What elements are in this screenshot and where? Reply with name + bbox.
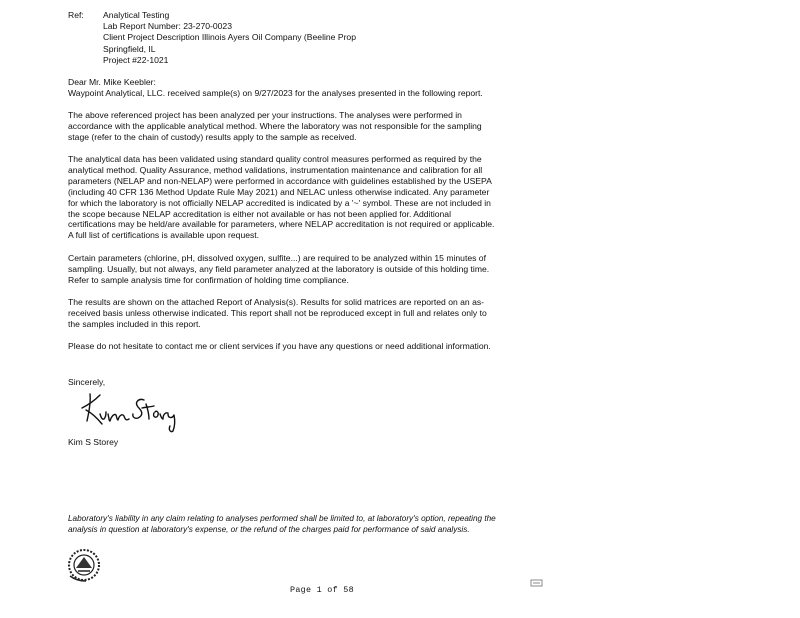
paragraph-validation [68, 154, 558, 241]
ref-line: Client Project Description Illinois Ayers Oil Company (Beeline Prop [103, 32, 356, 43]
signatory-block [68, 437, 558, 448]
paragraph-line: A full list of certifications is available upon request. [68, 230, 260, 241]
paragraph-holding-time [68, 253, 558, 286]
ref-line: Project #22-1021 [103, 54, 169, 65]
page-number: Page 1 of 58 [290, 585, 354, 595]
signatory-name: Kim S Storey [68, 437, 119, 447]
footer-line: analysis in question at laboratory's expense, or the refund of the charges paid for performance of said analysis. [68, 524, 470, 534]
ref-line: Lab Report Number: 23-270-0023 [103, 21, 232, 32]
paragraph-line: stage (refer to the chain of custody) results apply to the sample as received. [68, 131, 357, 142]
ref-line: Analytical Testing [103, 10, 170, 20]
footer-line: Laboratory's liability in any claim relating to analyses performed shall be limited to, at laboratory's option, repeating the [68, 514, 496, 523]
paragraph-line: The above referenced project has been analyzed per your instructions. The analyses were performed in [68, 110, 462, 120]
paragraph-line: The analytical data has been validated using standard quality control measures performed as required by the [68, 154, 482, 164]
paragraph-results [68, 297, 558, 330]
paragraph-line: sampling. Usually, but not always, any field parameter analyzed at the laboratory is outside of this holding time. [68, 263, 490, 274]
paragraph-line: certifications may be held/are available for parameters, where NELAP accreditation is not required or applicable. [68, 219, 495, 230]
liability-notice [68, 514, 496, 536]
greeting-block [68, 77, 558, 99]
paragraph-line: Please do not hesitate to contact me or client services if you have any questions or need additional information. [68, 341, 491, 351]
paragraph-instructions [68, 110, 558, 143]
scan-mark-icon [530, 578, 544, 588]
paragraph-line: The results are shown on the attached Report of Analysis(s). Results for solid matrices are reported on an as- [68, 297, 485, 307]
salutation: Dear Mr. Mike Keebler: [68, 77, 156, 87]
receipt-line: Waypoint Analytical, LLC. received sample(s) on 9/27/2023 for the analyses presented in the following report. [68, 87, 483, 98]
paragraph-line: analytical method. Quality Assurance, method validations, instrumentation maintenance and calibration for all [68, 164, 483, 175]
handwritten-signature [78, 388, 193, 434]
paragraph-line: the scope because NELAP accreditation is either not available or has not been applied for. Additional [68, 208, 451, 219]
paragraph-line: Refer to sample analysis time for confirmation of holding time compliance. [68, 274, 349, 285]
closing [68, 377, 558, 388]
accreditation-seal-icon [66, 546, 106, 584]
paragraph-line: (including 40 CFR 136 Method Update Rule May 2021) and NELAC unless otherwise indicated. Any parameter [68, 186, 490, 197]
ref-line: Springfield, IL [103, 43, 156, 54]
closing-text: Sincerely, [68, 377, 106, 387]
paragraph-line: the samples included in this report. [68, 318, 201, 329]
ref-label: Ref: [68, 10, 84, 20]
paragraph-line: Certain parameters (chlorine, pH, dissolved oxygen, sulfite...) are required to be analyzed within 15 minutes of [68, 253, 486, 263]
paragraph-contact [68, 341, 558, 352]
paragraph-line: accordance with the applicable analytical method. Where the laboratory was not responsible for the sampling [68, 120, 482, 131]
paragraph-line: received basis unless otherwise indicated. This report shall not be reproduced except in full and relates only to [68, 307, 487, 318]
paragraph-line: for which the laboratory is not officially NELAP accredited is indicated by a '~' symbol. These are not included in [68, 197, 491, 208]
paragraph-line: parameters (NELAP and non-NELAP) were performed in accordance with guidelines established by the USEPA [68, 175, 492, 186]
